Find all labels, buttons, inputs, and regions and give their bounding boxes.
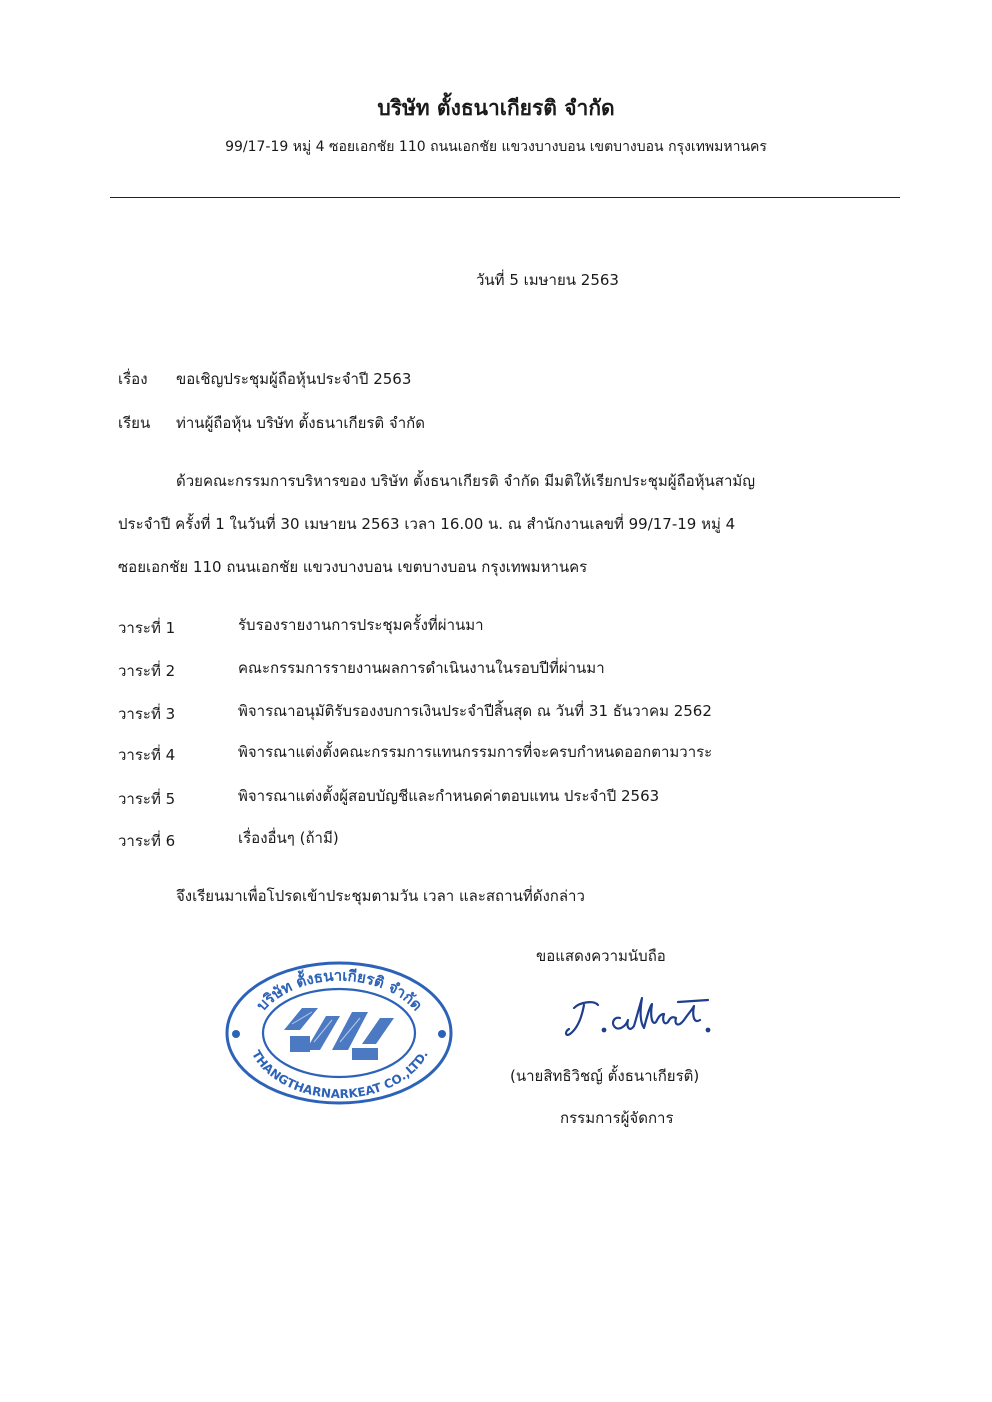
letter-date: วันที่ 5 เมษายน 2563 — [476, 271, 619, 289]
body-line-1: ด้วยคณะกรรมการบริหารของ บริษัท ตั้งธนาเกียรติ จำกัด มีมติให้เรียกประชุมผู้ถือหุ้นสามัญ — [176, 472, 756, 490]
body-line-2: ประจำปี ครั้งที่ 1 ในวันที่ 30 เมษายน 2563 เวลา 16.00 น. ณ สำนักงานเลขที่ 99/17-19 หมู่ 4 — [118, 515, 736, 533]
signer-name: (นายสิทธิวิชญ์ ตั้งธนาเกียรติ) — [510, 1067, 700, 1085]
agenda-label: วาระที่ 2 — [118, 662, 176, 680]
company-address: 99/17-19 หมู่ 4 ซอยเอกชัย 110 ถนนเอกชัย แขวงบางบอน เขตบางบอน กรุงเทพมหานคร — [225, 139, 767, 155]
agenda-text: เรื่องอื่นๆ (ถ้ามี) — [238, 829, 339, 847]
subject-label: เรื่อง — [118, 370, 148, 388]
signature-image — [560, 992, 720, 1047]
agenda-label: วาระที่ 5 — [118, 790, 176, 808]
signer-position: กรรมการผู้จัดการ — [560, 1109, 674, 1127]
agenda-text: พิจารณาแต่งตั้งคณะกรรมการแทนกรรมการที่จะครบกำหนดออกตามวาระ — [238, 743, 713, 761]
recipient-value: ท่านผู้ถือหุ้น บริษัท ตั้งธนาเกียรติ จำกัด — [176, 414, 425, 432]
agenda-label: วาระที่ 3 — [118, 705, 176, 723]
agenda-label: วาระที่ 6 — [118, 832, 176, 850]
recipient-label: เรียน — [118, 414, 151, 432]
signoff-salutation: ขอแสดงความนับถือ — [536, 947, 666, 965]
agenda-text: คณะกรรมการรายงานผลการดำเนินงานในรอบปีที่ผ่านมา — [238, 659, 605, 677]
agenda-label: วาระที่ 1 — [118, 619, 176, 637]
agenda-label: วาระที่ 4 — [118, 746, 176, 764]
header-divider — [110, 197, 900, 198]
body-line-3: ซอยเอกชัย 110 ถนนเอกชัย แขวงบางบอน เขตบางบอน กรุงเทพมหานคร — [118, 558, 588, 576]
agenda-text: รับรองรายงานการประชุมครั้งที่ผ่านมา — [238, 616, 484, 634]
agenda-text: พิจารณาแต่งตั้งผู้สอบบัญชีและกำหนดค่าตอบแทน ประจำปี 2563 — [238, 787, 660, 805]
company-seal — [222, 958, 457, 1108]
svg-text:บริษัท ตั้งธนาเกียรติ จำกัด: บริษัท ตั้งธนาเกียรติ จำกัด — [252, 966, 427, 1015]
svg-text:THANGTHARNARKEAT CO.,LTD.: THANGTHARNARKEAT CO.,LTD. — [249, 1047, 431, 1102]
agenda-text: พิจารณาอนุมัติรับรองงบการเงินประจำปีสิ้นสุด ณ วันที่ 31 ธันวาคม 2562 — [238, 702, 712, 720]
closing-line: จึงเรียนมาเพื่อโปรดเข้าประชุมตามวัน เวลา และสถานที่ดังกล่าว — [176, 887, 585, 905]
subject-value: ขอเชิญประชุมผู้ถือหุ้นประจำปี 2563 — [176, 370, 412, 388]
company-name: บริษัท ตั้งธนาเกียรติ จำกัด — [377, 96, 615, 120]
